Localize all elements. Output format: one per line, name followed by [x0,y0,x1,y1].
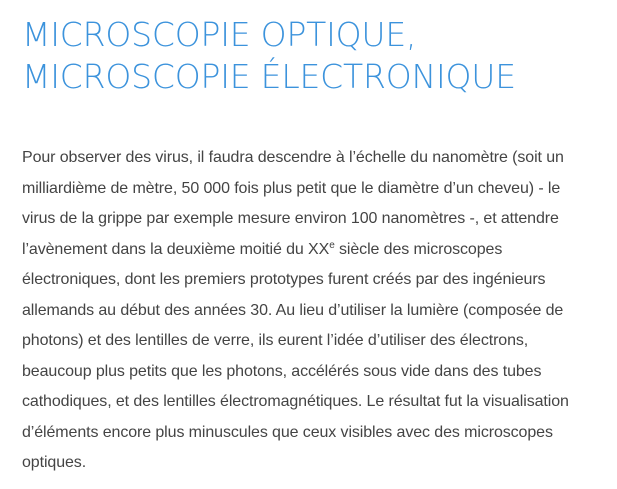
paragraph-line: optiques. [22,454,87,471]
article [22,14,607,479]
paragraph-line: virus de la grippe par exemple mesure environ 100 nanomètres -, et attendre [22,210,559,227]
paragraph-text: siècle des microscopes [334,240,503,258]
paragraph-line: électroniques, dont les premiers prototypes furent créés par des ingénieurs [22,271,546,288]
paragraph-line: photons) et des lentilles de verre, ils eurent l’idée d’utiliser des électrons, [22,332,529,349]
paragraph-line [22,235,607,266]
paragraph-text: l’avènement dans la deuxième moitié du XX [22,240,330,258]
title-line: MICROSCOPIE ÉLECTRONIQUE [22,57,516,96]
paragraph-line: d’éléments encore plus minuscules que ceux visibles avec des microscopes [22,423,553,441]
century-superscript: e [329,239,335,251]
paragraph-line: beaucoup plus petits que les photons, accélérés sous vide dans des tubes [22,362,542,380]
article-paragraph [22,143,607,479]
paragraph-line: cathodiques, et des lentilles électromagnétiques. Le résultat fut la visualisation [22,393,569,410]
paragraph-line: allemands au début des années 30. Au lieu d’utiliser la lumière (composée de [22,301,564,319]
paragraph-line: milliardième de mètre, 50 000 fois plus petit que le diamètre d’un cheveu) - le [22,179,561,197]
paragraph-line: Pour observer des virus, il faudra descendre à l’échelle du nanomètre (soit un [22,149,564,166]
article-title [22,14,607,98]
title-line: MICROSCOPIE OPTIQUE, [22,15,417,54]
